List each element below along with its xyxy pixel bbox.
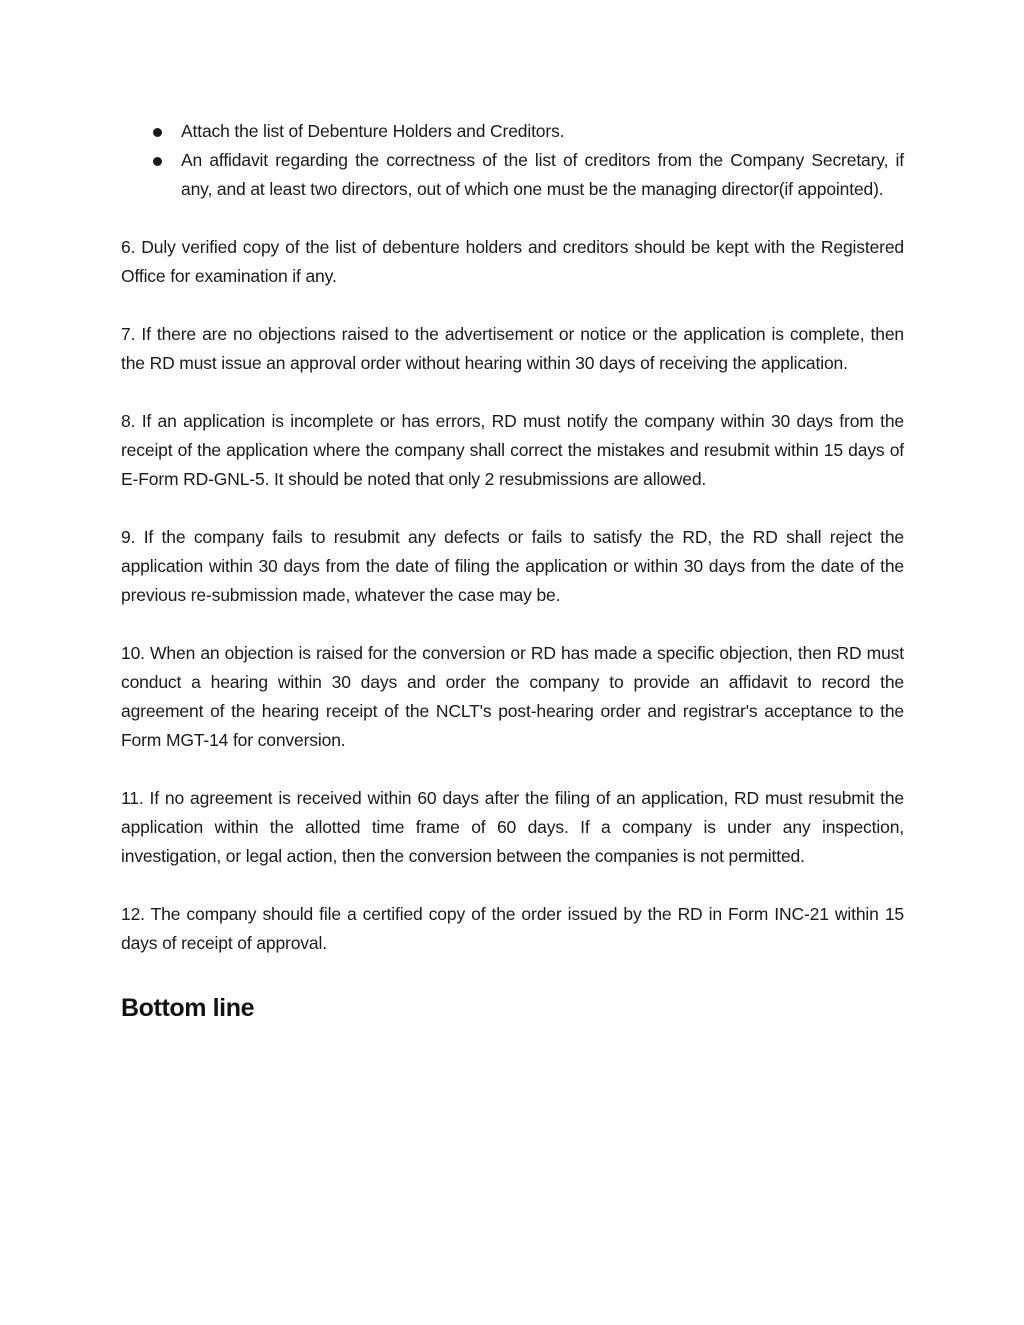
paragraph-step-8: 8. If an application is incomplete or has errors, RD must notify the company within 30 days from the receipt of the application where the company shall correct the mistakes and resubmit within 15 days of E-Form RD-GNL-5. It should be noted that only 2 resubmissions are allowed. — [121, 411, 904, 489]
bullet-dot-icon — [153, 157, 162, 166]
paragraph-step-11: 11. If no agreement is received within 60 days after the filing of an application, RD must resubmit the application within the allotted time frame of 60 days. If a company is under any inspection, investigation, or legal action, then the conversion between the companies is not permitted. — [121, 788, 904, 866]
requirements-bullet-list — [121, 117, 904, 204]
bullet-dot-icon — [153, 128, 162, 137]
bullet-text: Attach the list of Debenture Holders and Creditors. — [181, 121, 565, 141]
paragraph-step-10: 10. When an objection is raised for the conversion or RD has made a specific objection, then RD must conduct a hearing within 30 days and order the company to provide an affidavit to record the agreement of the hearing receipt of the NCLT's post-hearing order and registrar's acceptance to the Form MGT-14 for conversion. — [121, 643, 904, 750]
bullet-item — [121, 117, 904, 146]
paragraph-step-6: 6. Duly verified copy of the list of debenture holders and creditors should be kept with the Registered Office for examination if any. — [121, 237, 904, 286]
document-page — [121, 117, 904, 1028]
paragraph-step-7: 7. If there are no objections raised to the advertisement or notice or the application is complete, then the RD must issue an approval order without hearing within 30 days of receiving the application. — [121, 324, 904, 373]
bullet-item — [121, 146, 904, 204]
paragraph-step-12: 12. The company should file a certified copy of the order issued by the RD in Form INC-21 within 15 days of receipt of approval. — [121, 904, 904, 953]
paragraph-step-9: 9. If the company fails to resubmit any defects or fails to satisfy the RD, the RD shall reject the application within 30 days from the date of filing the application or within 30 days from the date of the previous re-submission made, whatever the case may be. — [121, 527, 904, 605]
section-heading-bottom-line: Bottom line — [121, 994, 255, 1022]
bullet-text: An affidavit regarding the correctness of the list of creditors from the Company Secretary, if any, and at least two directors, out of which one must be the managing director(if appointed). — [181, 150, 904, 199]
